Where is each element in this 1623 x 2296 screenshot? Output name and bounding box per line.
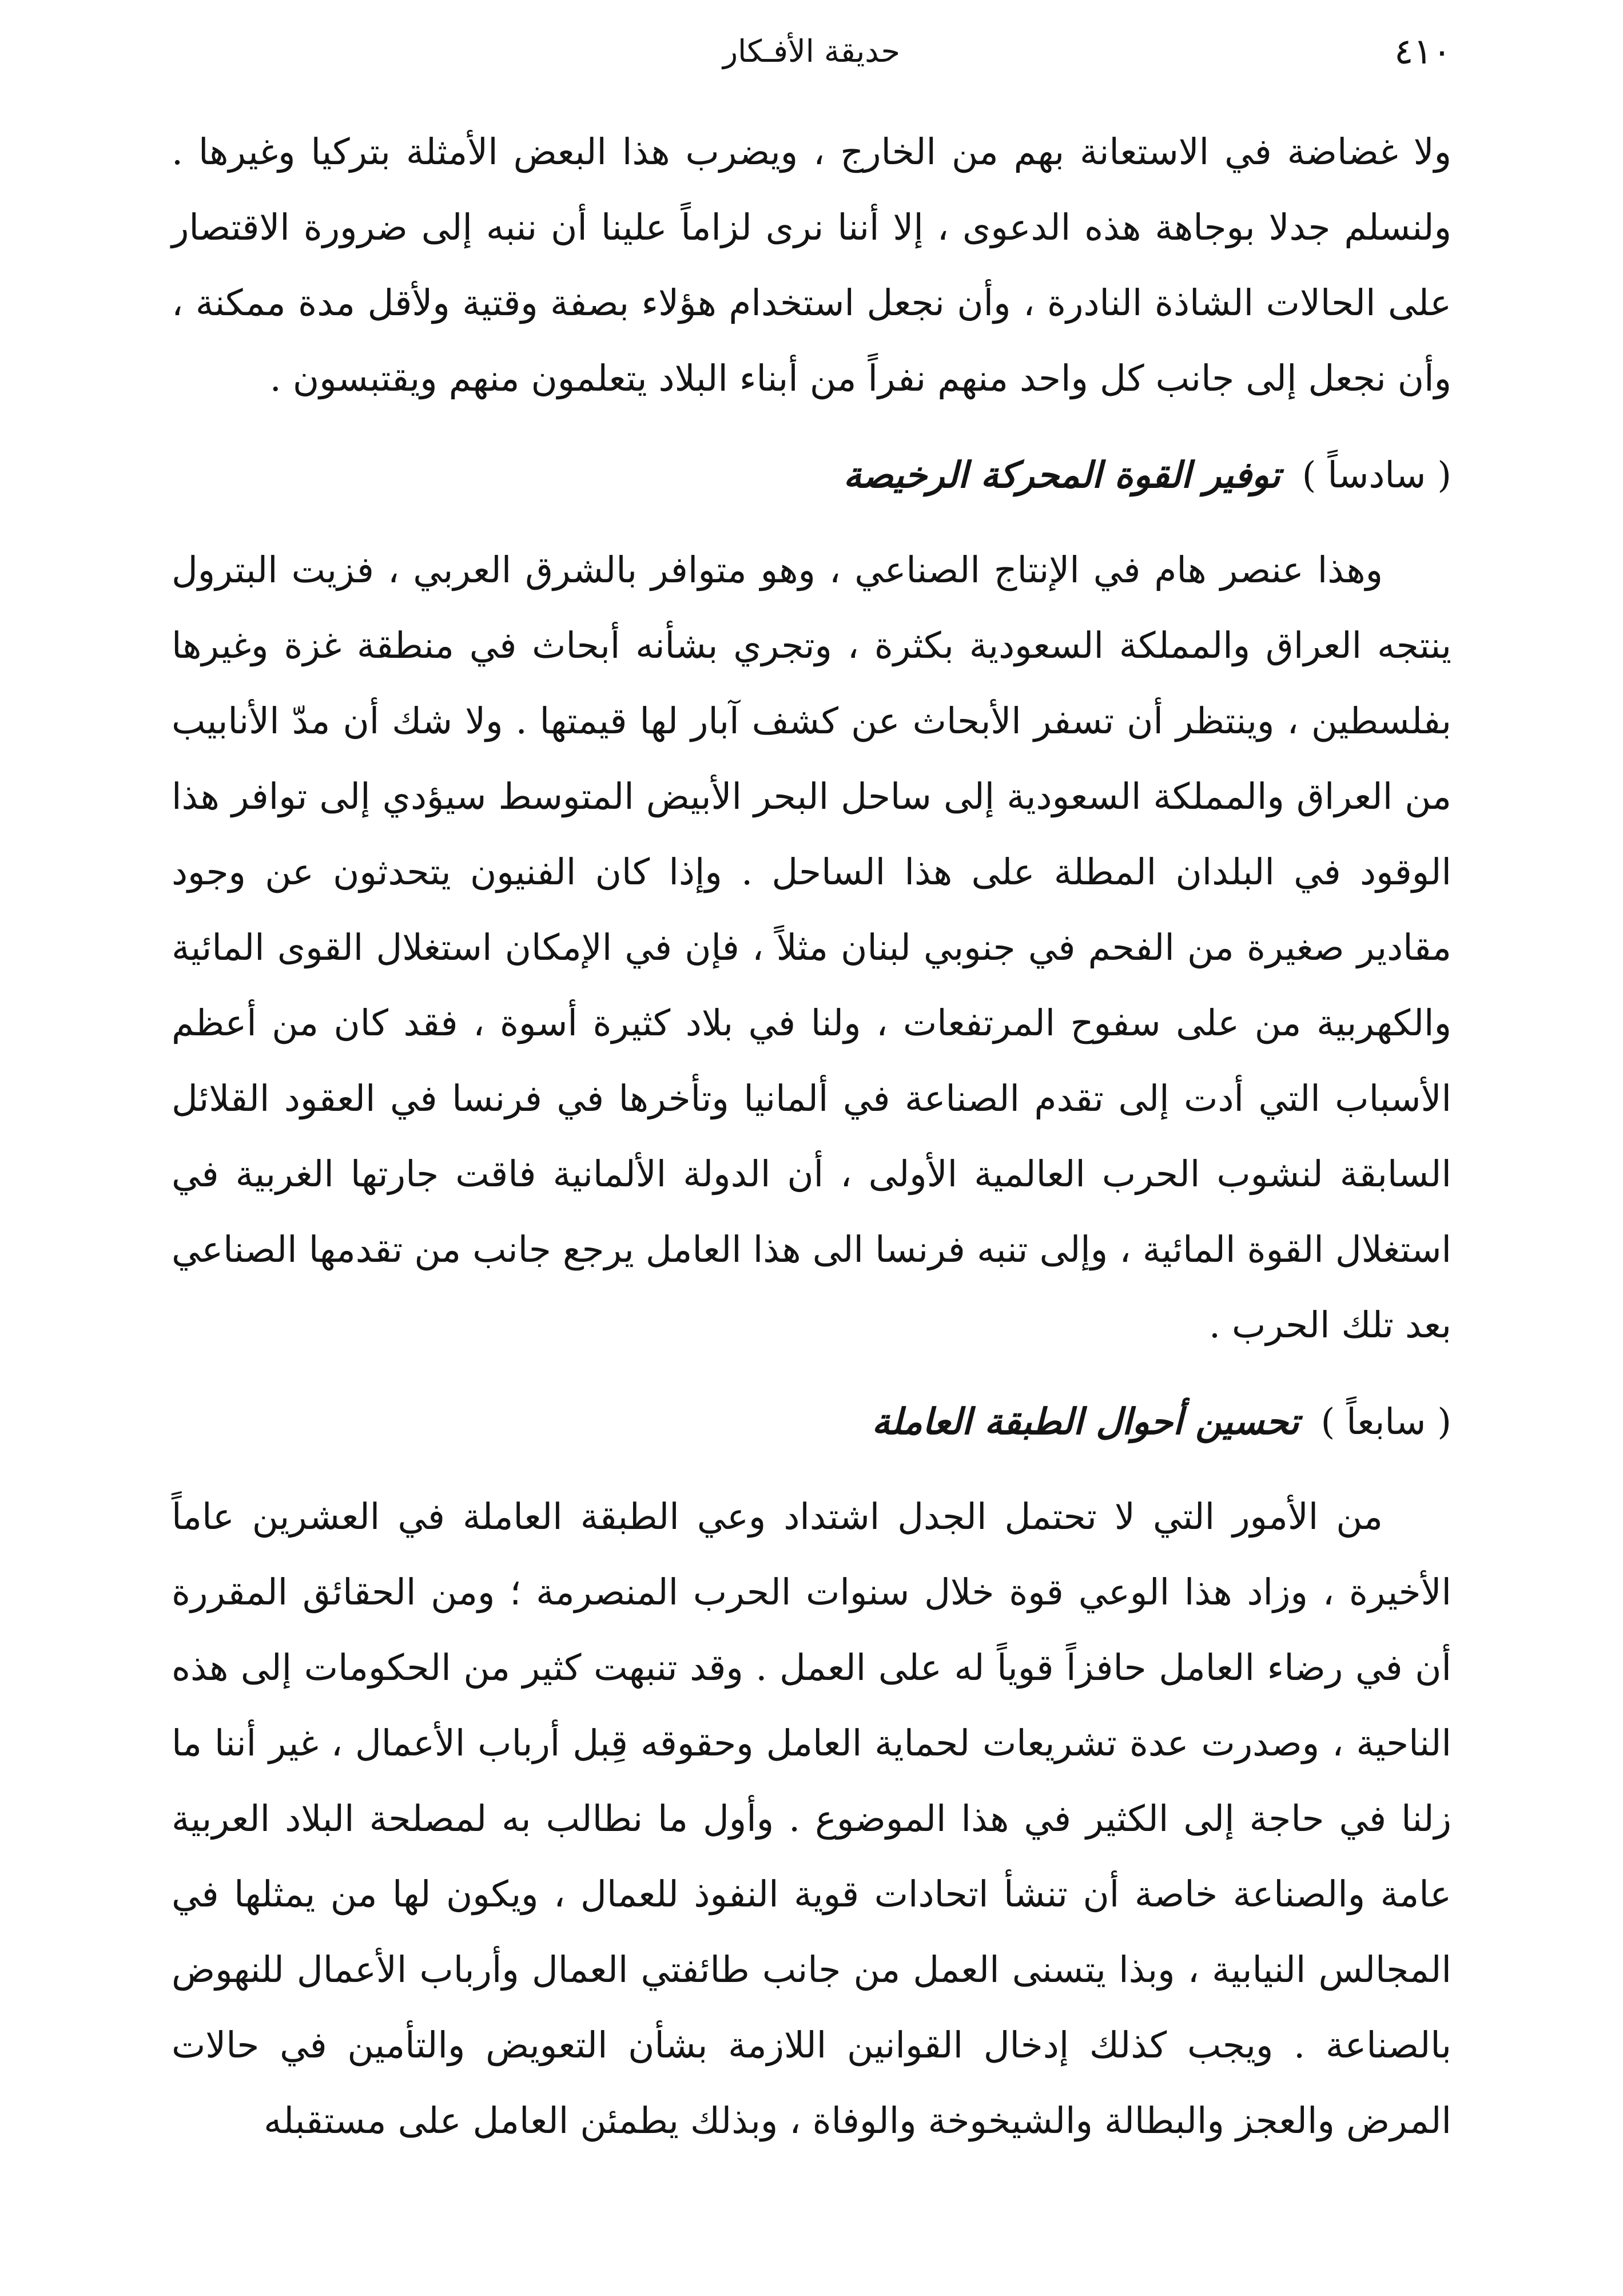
- section-heading-sixth: [172, 440, 1451, 510]
- paragraph-seventh: من الأمور التي لا تحتمل الجدل اشتداد وعي الطبقة العاملة في العشرين عاماً الأخيرة ، وزاد هذا الوعي قوة خلال سنوات الحرب المنصرمة ؛ ومن الحقائق المقررة أن في رضاء العامل حافزاً قوياً له على العمل . وقد تنبهت كثير من الحكومات إلى هذه الناحية ، وصدرت عدة تشريعات لحماية العامل وحقوقه قِبل أرباب الأعمال ، غير أننا ما زلنا في حاجة إلى الكثير في هذا الموضوع . وأول ما نطالب به لمصلحة البلاد العربية عامة والصناعة خاصة أن تنشأ اتحادات قوية النفوذ للعمال ، ويكون لها من يمثلها في المجالس النيابية ، وبذا يتسنى العمل من جانب طائفتي العمال وأرباب الأعمال للنهوض بالصناعة . ويجب كذلك إدخال القوانين اللازمة بشأن التعويض والتأمين في حالات المرض والعجز والبطالة والشيخوخة والوفاة ، وبذلك يطمئن العامل على مستقبله: [172, 1496, 1451, 2142]
- paragraph-sixth: وهذا عنصر هام في الإنتاج الصناعي ، وهو متوافر بالشرق العربي ، فزيت البترول ينتجه العراق والمملكة السعودية بكثرة ، وتجري بشأنه أبحاث في منطقة غزة وغيرها بفلسطين ، وينتظر أن تسفر الأبحاث عن كشف آبار لها قيمتها . ولا شك أن مدّ الأنابيب من العراق والمملكة السعودية إلى ساحل البحر الأبيض المتوسط سيؤدي إلى توافر هذا الوقود في البلدان المطلة على هذا الساحل . وإذا كان الفنيون يتحدثون عن وجود مقادير صغيرة من الفحم في جنوبي لبنان مثلاً ، فإن في الإمكان استغلال القوى المائية والكهربية من على سفوح المرتفعات ، ولنا في بلاد كثيرة أسوة ، فقد كان من أعظم الأسباب التي أدت إلى تقدم الصناعة في ألمانيا وتأخرها في فرنسا في العقود القلائل السابقة لنشوب الحرب العالمية الأولى ، أن الدولة الألمانية فاقت جارتها الغربية في استغلال القوة المائية ، وإلى تنبه فرنسا الى هذا العامل يرجع جانب من تقدمها الصناعي بعد تلك الحرب .: [172, 549, 1451, 1346]
- running-title: حديقة الأفـكار: [723, 33, 900, 69]
- body-text: [172, 114, 1451, 2159]
- paragraph-intro: ولا غضاضة في الاستعانة بهم من الخارج ، ويضرب هذا البعض الأمثلة بتركيا وغيرها . ولنسلم جدلا بوجاهة هذه الدعوى ، إلا أننا نرى لزاماً علينا أن ننبه إلى ضرورة الاقتصار على الحالات الشاذة النادرة ، وأن نجعل استخدام هؤلاء بصفة وقتية ولأقل مدة ممكنة ، وأن نجعل إلى جانب كل واحد منهم نفراً من أبناء البلاد يتعلمون منهم ويقتبسون .: [172, 131, 1451, 399]
- section-title-seventh: تحسين أحوال الطبقة العاملة: [872, 1400, 1299, 1443]
- running-head: [172, 23, 1451, 80]
- section-number-sixth: ( سادساً ): [1302, 454, 1451, 496]
- page-number: ٤١٠: [1394, 30, 1451, 72]
- section-title-sixth: توفير القوة المحركة الرخيصة: [843, 454, 1280, 496]
- section-heading-seventh: [172, 1387, 1451, 1456]
- section-number-seventh: ( سابعاً ): [1320, 1401, 1451, 1443]
